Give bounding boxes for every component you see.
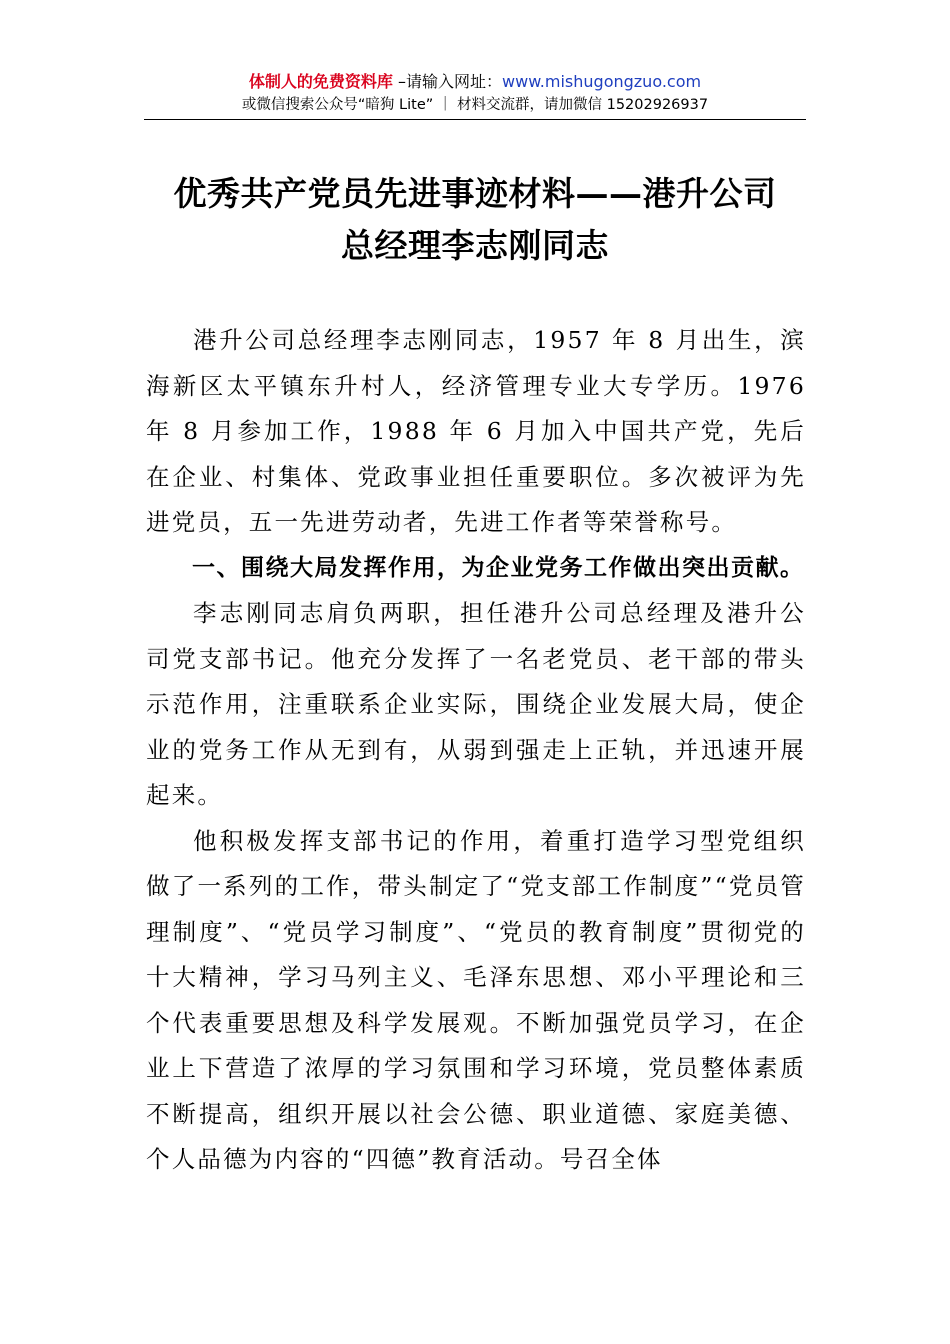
intro-paragraph: 港升公司总经理李志刚同志，1957 年 8 月出生，滨海新区太平镇东升村人，经济管理专业大专学历。1976 年 8 月参加工作，1988 年 6 月加入中国共产党，先后在企业、村集体、党政事业担任重要职位。多次被评为先进党员，五一先进劳动者，先进工作者等荣誉称号。 bbox=[146, 326, 806, 536]
header-brand: 体制人的免费资料库 bbox=[248, 72, 393, 91]
body-paragraph-1: 李志刚同志肩负两职，担任港升公司总经理及港升公司党支部书记。他充分发挥了一名老党员、老干部的带头示范作用，注重联系企业实际，围绕企业发展大局，使企业的党务工作从无到有，从弱到强走上正轨，并迅速开展起来。 bbox=[146, 599, 806, 809]
title-line-1: 优秀共产党员先进事迹材料——港升公司 bbox=[173, 174, 777, 213]
header-divider bbox=[144, 119, 806, 120]
title-line-2: 总经理李志刚同志 bbox=[341, 226, 609, 265]
page-header bbox=[144, 70, 806, 116]
document-title bbox=[144, 168, 806, 272]
body-paragraph-2: 他积极发挥支部书记的作用，着重打造学习型党组织做了一系列的工作，带头制定了“党支部工作制度”“党员管理制度”、“党员学习制度”、“党员的教育制度”贯彻党的十大精神，学习马列主义、毛泽东思想、邓小平理论和三个代表重要思想及科学发展观。不断加强党员学习，在企业上下营造了浓厚的学习氛围和学习环境，党员整体素质不断提高，组织开展以社会公德、职业道德、家庭美德、个人品德为内容的“四德”教育活动。号召全体 bbox=[146, 826, 806, 1173]
header-contact-line: 或微信搜索公众号“暗狗 Lite” ｜ 材料交流群，请加微信 15202926937 bbox=[241, 97, 709, 113]
header-banner bbox=[144, 70, 806, 94]
section-heading-1: 一、围绕大局发挥作用，为企业党务工作做出突出贡献。 bbox=[192, 554, 805, 581]
header-prompt: –请输入网址： bbox=[392, 72, 503, 91]
document-body bbox=[146, 318, 806, 1183]
header-url-link[interactable]: www.mishugongzuo.com bbox=[502, 72, 702, 91]
